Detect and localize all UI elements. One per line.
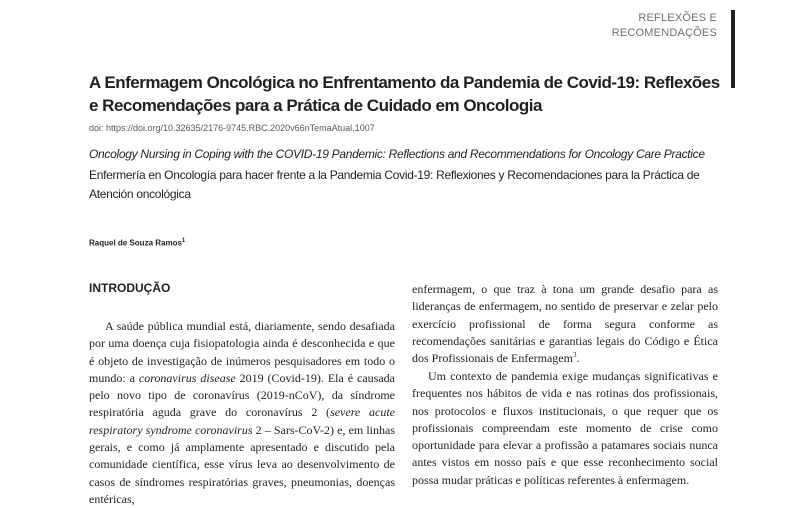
intro-paragraph-2: Um contexto de pandemia exige mudanças significativas e frequentes nos hábitos de vida e nas rotinas dos profissionais, nos protocolos e fluxos institucionais, o que requer que os profissionais compreendam este momento de crise como oportunidade para elevar a profissão a patamares sociais nunca antes vistos em nosso país e que esse reconhecimento social possa mudar práticas e políticas referentes à enfermagem. xyxy=(412,369,718,487)
text-run: 2019 (Covid-19). Ela é causada pelo novo tipo de coronavírus (2019-nCoV), da síndrome respiratória aguda grave do coronavírus 2 ( xyxy=(89,370,395,420)
text-run: A saúde pública mundial está, diariamente, sendo desafiada por uma doença cuja fisiopatologia ainda é desconhecida e que é objeto de investigação de inúmeros pesquisadores em todo o mundo: a xyxy=(89,319,395,385)
section-tag-line-1: REFLEXÕES E xyxy=(638,12,717,24)
author-line xyxy=(89,238,185,248)
section-tag-bar xyxy=(731,10,735,88)
author-name: Raquel de Souza Ramos xyxy=(89,238,182,248)
author-affiliation-mark: 1 xyxy=(181,238,186,244)
text-run: enfermagem, o que traz à tona um grande desafio para as lideranças de enfermagem, no sentido de preservar e zelar pelo exercício profissional de forma segura conforme as recomendações sanitárias e garantias legais do Código e Ética dos Profissionais de Enfermagem xyxy=(412,282,718,366)
section-heading: INTRODUÇÃO xyxy=(89,281,171,295)
spanish-title: Enfermería en Oncología para hacer frente a la Pandemia Covid-19: Reflexiones y Recomendaciones para la Práctica de Atención oncológica xyxy=(89,168,700,201)
english-title: Oncology Nursing in Coping with the COVID-19 Pandemic: Reflections and Recommendations for Oncology Care Practice xyxy=(89,147,705,161)
article-title: A Enfermagem Oncológica no Enfrentamento da Pandemia de Covid-19: Reflexões e Recomendações para a Prática de Cuidado em Oncologia xyxy=(89,73,720,115)
doi-link[interactable]: doi: https://doi.org/10.32635/2176-9745.RBC.2020v66nTemaAtual.1007 xyxy=(89,123,375,133)
section-tag-line-2: RECOMENDAÇÕES xyxy=(611,27,717,39)
italic-term: coronavirus disease xyxy=(138,370,236,385)
intro-paragraph-1 xyxy=(89,318,395,508)
intro-paragraph-continued xyxy=(412,281,718,367)
italic-term: severe acute respiratory syndrome coronavirus xyxy=(89,405,395,437)
text-run: . xyxy=(576,351,580,366)
text-run: 2 – Sars-CoV-2) e, em linhas gerais, e como já amplamente apresentado e discutido pela comunidade científica, esse vírus leva ao desenvolvimento de casos de síndromes respiratórias graves, pneumonias, doenças entéricas, xyxy=(89,422,396,506)
reference-mark[interactable]: 3 xyxy=(572,351,577,360)
section-tag xyxy=(517,11,717,41)
